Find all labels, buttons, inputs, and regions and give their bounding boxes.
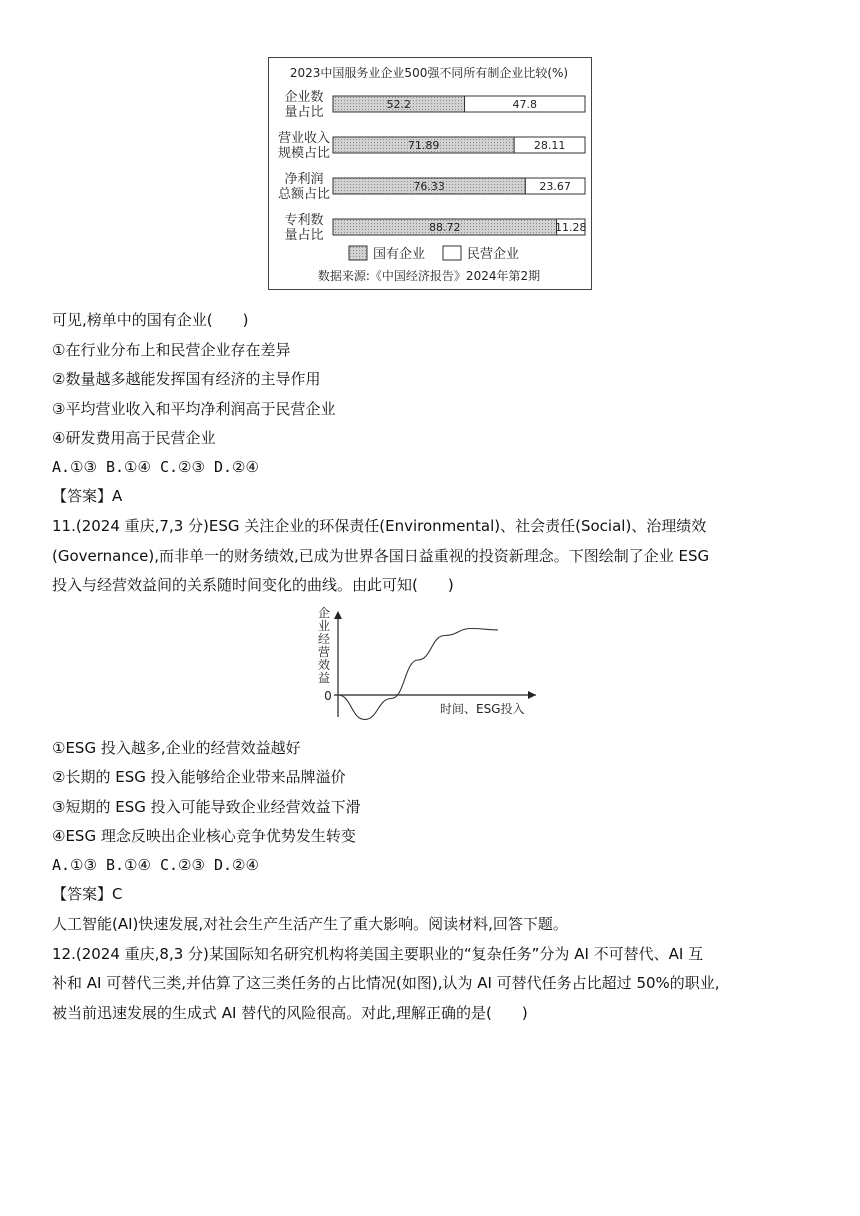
q12-stem-line-1: 12.(2024 重庆,8,3 分)某国际知名研究机构将美国主要职业的“复杂任务”分为 AI 不可替代、AI 互 <box>52 945 704 963</box>
legend-swatch-state-owned <box>349 246 367 260</box>
q10-option-3: ③平均营业收入和平均净利润高于民营企业 <box>52 400 336 418</box>
q10-option-1: ①在行业分布上和民营企业存在差异 <box>52 341 291 359</box>
ownership-comparison-chart <box>268 57 592 290</box>
legend-label-state-owned: 国有企业 <box>373 247 426 262</box>
esg-curve-chart <box>300 603 540 723</box>
chart-source: 数据来源:《中国经济报告》2024年第2期 <box>317 269 541 283</box>
y-axis-label-char: 益 <box>317 671 331 685</box>
chart-title: 2023中国服务业企业500强不同所有制企业比较(%) <box>289 66 569 80</box>
legend-label-private: 民营企业 <box>467 247 520 262</box>
q10-option-4: ④研发费用高于民营企业 <box>52 429 216 447</box>
q11-option-3: ③短期的 ESG 投入可能导致企业经营效益下滑 <box>52 798 361 816</box>
q11-option-1: ①ESG 投入越多,企业的经营效益越好 <box>52 739 301 757</box>
value-label-state-owned: 76.33 <box>413 180 445 193</box>
y-axis-arrow <box>334 611 342 619</box>
y-axis-label-char: 营 <box>317 645 331 659</box>
value-label-private: 11.28 <box>555 221 587 234</box>
category-label: 营业收入 <box>277 131 331 146</box>
value-label-private: 23.67 <box>539 180 571 193</box>
y-axis-label-char: 企 <box>317 606 331 620</box>
q10-stem: 可见,榜单中的国有企业( ) <box>52 311 249 329</box>
category-label: 量占比 <box>284 105 324 120</box>
q11-stem-line-1: 11.(2024 重庆,7,3 分)ESG 关注企业的环保责任(Environmental)、社会责任(Social)、治理绩效 <box>52 517 707 535</box>
category-label: 专利数 <box>284 213 324 228</box>
q11-answer: 【答案】C <box>52 885 123 903</box>
q11-option-2: ②长期的 ESG 投入能够给企业带来品牌溢价 <box>52 768 346 786</box>
q12-stem-line-3: 被当前迅速发展的生成式 AI 替代的风险很高。对此,理解正确的是( ) <box>52 1004 528 1022</box>
x-axis-arrow <box>528 691 536 699</box>
y-axis-label-char: 业 <box>317 619 331 633</box>
value-label-private: 28.11 <box>533 139 566 152</box>
q11-choices: A.①③ B.①④ C.②③ D.②④ <box>52 856 259 874</box>
x-axis-label: 时间、ESG投入 <box>440 702 525 716</box>
y-axis-label-char: 经 <box>317 632 331 646</box>
q10-answer: 【答案】A <box>52 487 123 505</box>
category-label: 净利润 <box>284 172 324 187</box>
category-label: 企业数 <box>284 90 324 105</box>
q11-stem-line-2: (Governance),而非单一的财务绩效,已成为世界各国日益重视的投资新理念。下图绘制了企业 ESG <box>52 547 710 565</box>
category-label: 量占比 <box>284 228 324 243</box>
q12-stem-line-2: 补和 AI 可替代三类,并估算了这三类任务的占比情况(如图),认为 AI 可替代任务占比超过 50%的职业, <box>52 974 720 992</box>
category-label: 总额占比 <box>277 187 331 202</box>
q10-option-2: ②数量越多越能发挥国有经济的主导作用 <box>52 370 321 388</box>
q11-option-4: ④ESG 理念反映出企业核心竞争优势发生转变 <box>52 827 356 845</box>
value-label-state-owned: 71.89 <box>407 139 440 152</box>
q11-stem-line-3: 投入与经营效益间的关系随时间变化的曲线。由此可知( ) <box>52 576 454 594</box>
material-intro: 人工智能(AI)快速发展,对社会生产生活产生了重大影响。阅读材料,回答下题。 <box>52 915 568 933</box>
category-label: 规模占比 <box>277 146 331 161</box>
y-axis-label-char: 效 <box>317 658 331 672</box>
legend-swatch-private <box>443 246 461 260</box>
value-label-state-owned: 88.72 <box>429 221 461 234</box>
origin-label: 0 <box>324 689 332 703</box>
q10-choices: A.①③ B.①④ C.②③ D.②④ <box>52 458 259 476</box>
value-label-state-owned: 52.2 <box>386 98 412 111</box>
value-label-private: 47.8 <box>512 98 538 111</box>
